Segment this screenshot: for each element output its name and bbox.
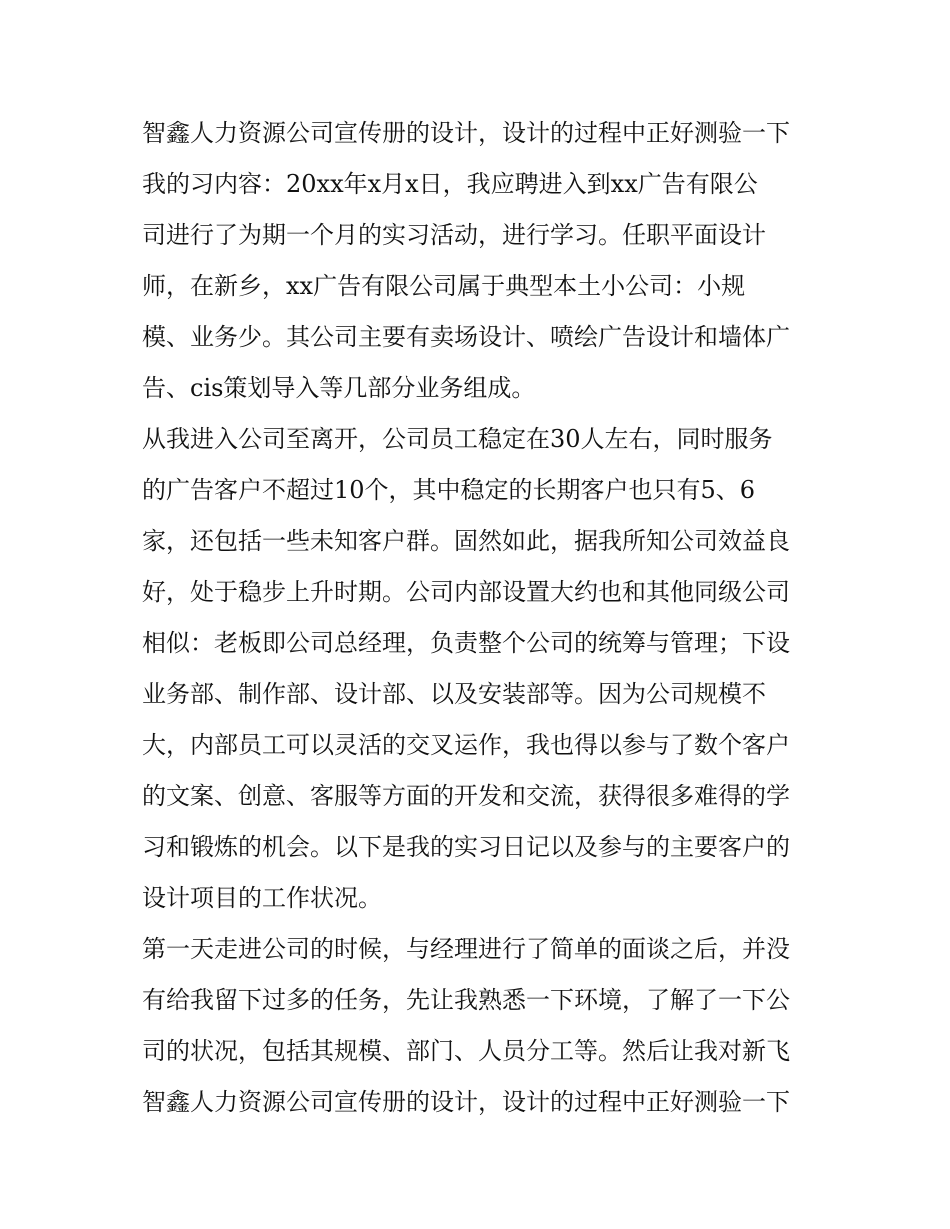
- text-line: 有给我留下过多的任务，先让我熟悉一下环境，了解了一下公: [142, 986, 790, 1014]
- text-line: 从我进入公司至离开，公司员工稳定在30人左右，同时服务: [142, 425, 773, 453]
- text-line: 师，在新乡，xx广告有限公司属于典型本土小公司：小规: [142, 272, 746, 300]
- text-line: 业务部、制作部、设计部、以及安装部等。因为公司规模不: [142, 680, 766, 708]
- text-line: 相似：老板即公司总经理，负责整个公司的统筹与管理；下设: [142, 629, 790, 657]
- text-line: 智鑫人力资源公司宣传册的设计，设计的过程中正好测验一下: [142, 119, 790, 147]
- document-body: [142, 108, 822, 1128]
- text-line: 我的习内容：20xx年x月x日，我应聘进入到xx广告有限公: [142, 170, 758, 198]
- text-line: 告、cis策划导入等几部分业务组成。: [142, 374, 536, 402]
- text-line: 的广告客户不超过10个，其中稳定的长期客户也只有5、6: [142, 476, 756, 504]
- text-line: 第一天走进公司的时候，与经理进行了简单的面谈之后，并没: [142, 935, 790, 963]
- text-line: 模、业务少。其公司主要有卖场设计、喷绘广告设计和墙体广: [142, 323, 790, 351]
- text-line: 好，处于稳步上升时期。公司内部设置大约也和其他同级公司: [142, 578, 790, 606]
- text-line: 司进行了为期一个月的实习活动，进行学习。任职平面设计: [142, 221, 766, 249]
- text-line: 司的状况，包括其规模、部门、人员分工等。然后让我对新飞: [142, 1037, 790, 1065]
- text-line: 设计项目的工作状况。: [142, 884, 382, 912]
- text-line: 大，内部员工可以灵活的交叉运作，我也得以参与了数个客户: [142, 731, 790, 759]
- text-line: 智鑫人力资源公司宣传册的设计，设计的过程中正好测验一下: [142, 1088, 790, 1116]
- text-line: 习和锻炼的机会。以下是我的实习日记以及参与的主要客户的: [142, 833, 790, 861]
- text-line: 家，还包括一些未知客户群。固然如此，据我所知公司效益良: [142, 527, 790, 555]
- text-line: 的文案、创意、客服等方面的开发和交流，获得很多难得的学: [142, 782, 790, 810]
